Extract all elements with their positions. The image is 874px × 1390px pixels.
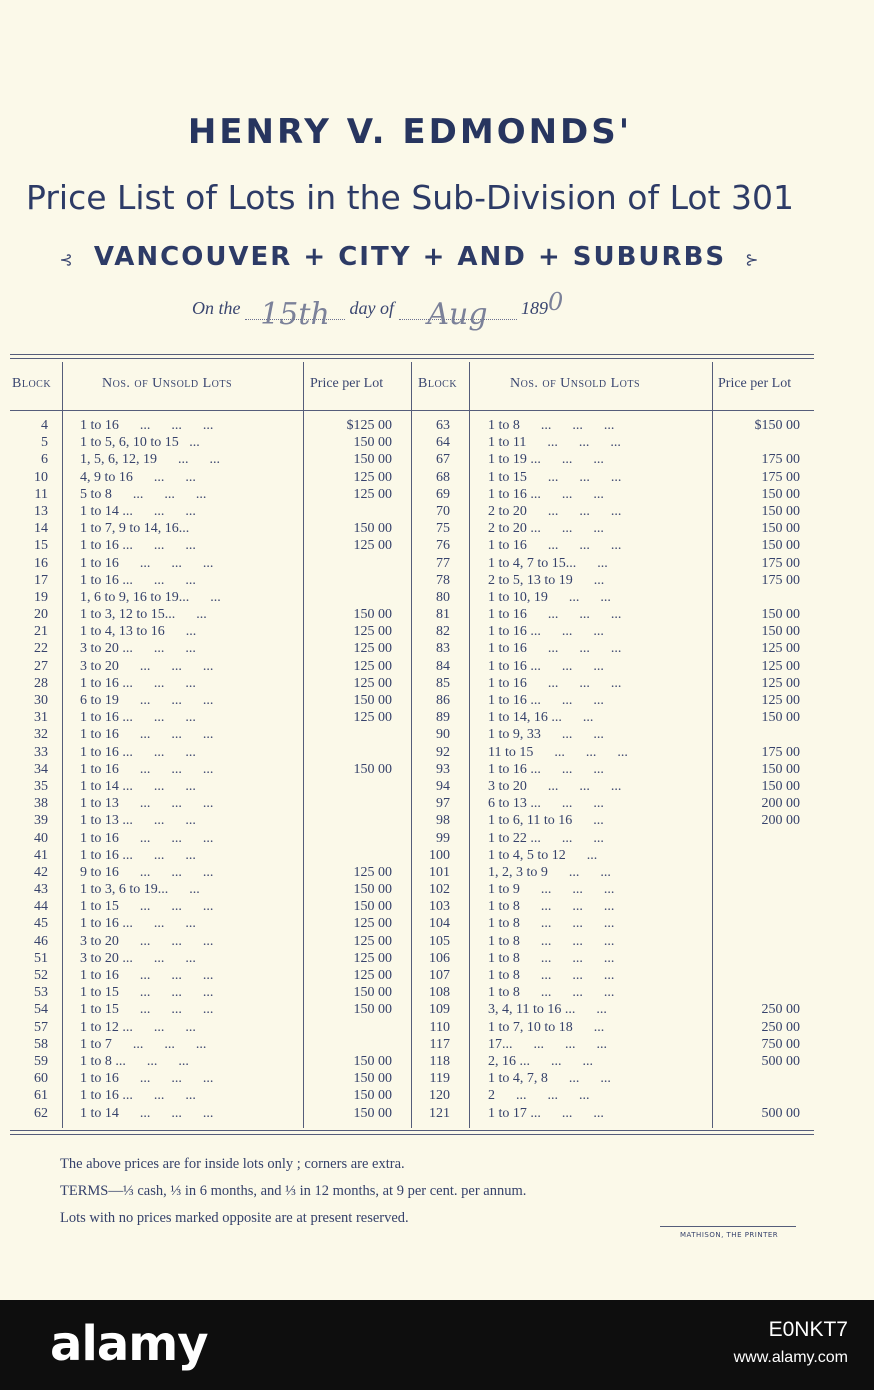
price-per-lot: 125 00 [353, 641, 392, 657]
table-row [0, 1054, 874, 1071]
block-number: 44 [34, 899, 48, 915]
price-per-lot: 150 00 [761, 486, 800, 502]
block-number: 121 [429, 1105, 450, 1121]
unsold-lots: 3 to 20 ... ... ... [80, 933, 214, 949]
unsold-lots: 6 to 13 ... ... ... [488, 796, 604, 812]
unsold-lots: 2 to 20 ... ... ... [488, 521, 604, 537]
block-number: 59 [34, 1053, 48, 1069]
price-per-lot: $150 00 [754, 418, 800, 433]
table-row [0, 607, 874, 624]
watermark-site: www.alamy.com [733, 1349, 848, 1366]
block-number: 117 [429, 1036, 450, 1052]
block-number: 10 [34, 469, 48, 485]
table-row [0, 934, 874, 951]
unsold-lots: 1, 2, 3 to 9 ... ... [488, 864, 611, 880]
block-number: 118 [429, 1053, 450, 1069]
price-per-lot: 250 00 [761, 1019, 800, 1035]
unsold-lots: 1 to 16 ... ... ... [488, 658, 604, 674]
block-number: 82 [436, 624, 450, 640]
block-number: 83 [436, 641, 450, 657]
date-year: 189 [521, 298, 548, 318]
table-row [0, 487, 874, 504]
block-number: 70 [436, 503, 450, 519]
price-table-body [0, 418, 874, 1123]
block-number: 103 [429, 899, 450, 915]
unsold-lots: 1 to 16 ... ... ... [488, 641, 622, 657]
block-number: 58 [34, 1036, 48, 1052]
block-number: 17 [34, 572, 48, 588]
block-number: 19 [34, 589, 48, 605]
header-rule [62, 410, 814, 411]
header-block-1: Block [12, 376, 52, 391]
header-lots-1: Nos. of Unsold Lots [102, 376, 233, 391]
block-number: 28 [34, 675, 48, 691]
unsold-lots: 3 to 20 ... ... ... [488, 778, 622, 794]
block-number: 86 [436, 693, 450, 708]
unsold-lots: 17... ... ... ... [488, 1036, 607, 1052]
table-row [0, 624, 874, 641]
price-per-lot: 150 00 [761, 778, 800, 794]
price-per-lot: 125 00 [761, 693, 800, 708]
block-number: 20 [34, 607, 48, 623]
footer-terms: TERMS—⅓ cash, ⅓ in 6 months, and ⅓ in 12 months, at 9 per cent. per annum. [60, 1183, 527, 1199]
unsold-lots: 1 to 16 ... ... ... [488, 486, 604, 502]
unsold-lots: 1 to 16 ... ... ... [80, 572, 196, 588]
unsold-lots: 1 to 3, 6 to 19... ... [80, 882, 200, 898]
block-number: 105 [429, 933, 450, 949]
price-per-lot: 150 00 [761, 538, 800, 554]
unsold-lots: 1 to 8 ... ... ... [80, 1053, 189, 1069]
unsold-lots: 1 to 15 ... ... ... [80, 985, 214, 1001]
block-number: 42 [34, 864, 48, 880]
block-number: 16 [34, 555, 48, 571]
table-row [0, 659, 874, 676]
price-per-lot: 250 00 [761, 1002, 800, 1018]
block-number: 30 [34, 693, 48, 708]
unsold-lots: 1 to 4, 7, 8 ... ... [488, 1071, 611, 1087]
unsold-lots: 1 to 8 ... ... ... [488, 985, 615, 1001]
block-number: 67 [436, 452, 450, 468]
unsold-lots: 1 to 16 ... ... ... [80, 555, 214, 571]
block-number: 84 [436, 658, 450, 674]
table-row [0, 556, 874, 573]
location-heading [0, 242, 820, 272]
table-row [0, 693, 874, 710]
price-per-lot: 175 00 [761, 572, 800, 588]
price-per-lot: 125 00 [761, 675, 800, 691]
price-per-lot: 125 00 [761, 658, 800, 674]
block-number: 38 [34, 796, 48, 812]
header-rule-left [10, 410, 62, 411]
block-number: 62 [34, 1105, 48, 1121]
price-per-lot: 150 00 [761, 624, 800, 640]
price-per-lot: 500 00 [761, 1105, 800, 1121]
unsold-lots: 1 to 13 ... ... ... [80, 813, 196, 829]
block-number: 6 [41, 452, 48, 468]
block-number: 32 [34, 727, 48, 743]
block-number: 5 [41, 435, 48, 451]
unsold-lots: 1 to 16 ... ... ... [80, 847, 196, 863]
table-row [0, 676, 874, 693]
date-prefix: On the [192, 298, 241, 318]
unsold-lots: 1 to 19 ... ... ... [488, 452, 604, 468]
date-year-handwritten: 0 [548, 288, 564, 316]
block-number: 64 [436, 435, 450, 451]
unsold-lots: 1 to 7 ... ... ... [80, 1036, 207, 1052]
unsold-lots: 1 to 14 ... ... ... [80, 1105, 214, 1121]
price-per-lot: 150 00 [353, 1002, 392, 1018]
block-number: 75 [436, 521, 450, 537]
unsold-lots: 1 to 9 ... ... ... [488, 882, 615, 898]
price-per-lot: 125 00 [353, 916, 392, 932]
unsold-lots: 1 to 15 ... ... ... [80, 1002, 214, 1018]
unsold-lots: 1 to 16 ... ... ... [80, 727, 214, 743]
price-per-lot: 125 00 [353, 486, 392, 502]
unsold-lots: 1 to 16 ... ... ... [80, 744, 196, 760]
unsold-lots: 1 to 16 ... ... ... [80, 1071, 214, 1087]
price-per-lot: 125 00 [353, 624, 392, 640]
price-per-lot: 125 00 [353, 710, 392, 726]
unsold-lots: 1 to 16 ... ... ... [80, 916, 196, 932]
unsold-lots: 1 to 8 ... ... ... [488, 968, 615, 983]
block-number: 61 [34, 1088, 48, 1104]
unsold-lots: 2 ... ... ... [488, 1088, 590, 1104]
block-number: 120 [429, 1088, 450, 1104]
price-per-lot: 125 00 [353, 538, 392, 554]
date-day-blank [245, 297, 345, 332]
unsold-lots: 1 to 3, 12 to 15... ... [80, 607, 207, 623]
unsold-lots: 1 to 4, 5 to 12 ... [488, 847, 598, 863]
unsold-lots: 1 to 16 ... ... ... [80, 830, 214, 846]
table-row [0, 641, 874, 658]
table-row [0, 1071, 874, 1088]
block-number: 81 [436, 607, 450, 623]
block-number: 63 [436, 418, 450, 433]
block-number: 108 [429, 985, 450, 1001]
block-number: 99 [436, 830, 450, 846]
price-per-lot: 175 00 [761, 452, 800, 468]
unsold-lots: 3 to 20 ... ... ... [80, 641, 196, 657]
unsold-lots: 1 to 5, 6, 10 to 15 ... [80, 435, 200, 451]
unsold-lots: 1 to 16 ... ... ... [80, 710, 196, 726]
unsold-lots: 11 to 15 ... ... ... [488, 744, 628, 760]
table-row [0, 1002, 874, 1019]
table-row [0, 452, 874, 469]
unsold-lots: 1 to 8 ... ... ... [488, 950, 615, 966]
unsold-lots: 4, 9 to 16 ... ... [80, 469, 196, 485]
printer-rule [660, 1226, 796, 1227]
watermark-image-id: E0NKT7 [768, 1318, 848, 1341]
table-row [0, 590, 874, 607]
table-row [0, 779, 874, 796]
price-per-lot: 150 00 [353, 761, 392, 777]
price-per-lot: 150 00 [761, 521, 800, 537]
block-number: 46 [34, 933, 48, 949]
block-number: 119 [429, 1071, 450, 1087]
price-per-lot: 150 00 [353, 1105, 392, 1121]
block-number: 40 [34, 830, 48, 846]
block-number: 80 [436, 589, 450, 605]
block-number: 57 [34, 1019, 48, 1035]
unsold-lots: 1 to 16 ... ... ... [488, 607, 622, 623]
header-price-2: Price per Lot [718, 376, 792, 391]
unsold-lots: 1 to 14, 16 ... ... [488, 710, 594, 726]
price-per-lot: 500 00 [761, 1053, 800, 1069]
unsold-lots: 3 to 20 ... ... ... [80, 950, 196, 966]
block-number: 90 [436, 727, 450, 743]
price-per-lot: 125 00 [353, 658, 392, 674]
watermark-logo: alamy [50, 1316, 208, 1372]
unsold-lots: 1 to 4, 13 to 16 ... [80, 624, 197, 640]
unsold-lots: 3 to 20 ... ... ... [80, 658, 214, 674]
unsold-lots: 2, 16 ... ... ... [488, 1053, 593, 1069]
ornament-left-icon: ⊰ [59, 250, 75, 269]
block-number: 89 [436, 710, 450, 726]
block-number: 68 [436, 469, 450, 485]
block-number: 98 [436, 813, 450, 829]
block-number: 21 [34, 624, 48, 640]
table-row [0, 762, 874, 779]
price-per-lot: 150 00 [353, 899, 392, 915]
price-per-lot: 200 00 [761, 813, 800, 829]
unsold-lots: 1 to 16 ... ... ... [80, 418, 214, 433]
price-per-lot: $125 00 [346, 418, 392, 433]
price-per-lot: 175 00 [761, 555, 800, 571]
table-row [0, 504, 874, 521]
price-per-lot: 175 00 [761, 469, 800, 485]
block-number: 104 [429, 916, 450, 932]
unsold-lots: 1 to 8 ... ... ... [488, 933, 615, 949]
unsold-lots: 3, 4, 11 to 16 ... ... [488, 1002, 607, 1018]
table-row [0, 882, 874, 899]
block-number: 78 [436, 572, 450, 588]
date-month-handwritten: Aug [427, 297, 488, 332]
block-number: 43 [34, 882, 48, 898]
block-number: 33 [34, 744, 48, 760]
table-row [0, 1037, 874, 1054]
unsold-lots: 9 to 16 ... ... ... [80, 864, 214, 880]
table-rule-bottom-double [10, 1134, 814, 1135]
unsold-lots: 1 to 16 ... ... ... [80, 1088, 196, 1104]
table-rule-bottom [10, 1130, 814, 1131]
block-number: 54 [34, 1002, 48, 1018]
unsold-lots: 5 to 8 ... ... ... [80, 486, 207, 502]
unsold-lots: 1 to 17 ... ... ... [488, 1105, 604, 1121]
unsold-lots: 1 to 11 ... ... ... [488, 435, 621, 451]
date-mid: day of [349, 298, 394, 318]
unsold-lots: 1 to 16 ... ... ... [488, 675, 622, 691]
block-number: 41 [34, 847, 48, 863]
price-per-lot: 125 00 [353, 950, 392, 966]
date-day-handwritten: 15th [260, 297, 330, 332]
unsold-lots: 1 to 8 ... ... ... [488, 899, 615, 915]
block-number: 31 [34, 710, 48, 726]
header-price-1: Price per Lot [310, 376, 384, 391]
unsold-lots: 1 to 16 ... ... ... [80, 538, 196, 554]
table-row [0, 985, 874, 1002]
price-per-lot: 150 00 [353, 1088, 392, 1104]
price-per-lot: 125 00 [353, 933, 392, 949]
table-rule-top [10, 354, 814, 355]
price-per-lot: 150 00 [761, 761, 800, 777]
block-number: 15 [34, 538, 48, 554]
block-number: 107 [429, 968, 450, 983]
unsold-lots: 1 to 16 ... ... ... [488, 538, 622, 554]
block-number: 35 [34, 778, 48, 794]
block-number: 76 [436, 538, 450, 554]
table-row [0, 968, 874, 985]
block-number: 85 [436, 675, 450, 691]
price-per-lot: 150 00 [353, 882, 392, 898]
unsold-lots: 1 to 10, 19 ... ... [488, 589, 611, 605]
block-number: 34 [34, 761, 48, 777]
price-per-lot: 200 00 [761, 796, 800, 812]
unsold-lots: 1 to 22 ... ... ... [488, 830, 604, 846]
block-number: 97 [436, 796, 450, 812]
price-per-lot: 150 00 [353, 1053, 392, 1069]
unsold-lots: 1 to 8 ... ... ... [488, 916, 615, 932]
price-per-lot: 125 00 [761, 641, 800, 657]
table-row [0, 813, 874, 830]
unsold-lots: 1, 6 to 9, 16 to 19... ... [80, 589, 221, 605]
table-row [0, 418, 874, 435]
unsold-lots: 1 to 15 ... ... ... [488, 469, 622, 485]
block-number: 52 [34, 968, 48, 983]
block-number: 94 [436, 778, 450, 794]
block-number: 27 [34, 658, 48, 674]
unsold-lots: 2 to 5, 13 to 19 ... [488, 572, 605, 588]
company-title: HENRY V. EDMONDS' [187, 112, 633, 152]
table-row [0, 1088, 874, 1105]
date-line [192, 288, 564, 332]
block-number: 101 [429, 864, 450, 880]
header-block-2: Block [418, 376, 458, 391]
block-number: 110 [429, 1019, 450, 1035]
price-per-lot: 150 00 [353, 521, 392, 537]
unsold-lots: 2 to 20 ... ... ... [488, 503, 622, 519]
unsold-lots: 1 to 14 ... ... ... [80, 778, 196, 794]
location-text: VANCOUVER + CITY + AND + SUBURBS [93, 242, 727, 272]
unsold-lots: 1 to 16 ... ... ... [488, 761, 604, 777]
price-per-lot: 150 00 [353, 693, 392, 708]
price-per-lot: 750 00 [761, 1036, 800, 1052]
printer-credit: MATHISON, THE PRINTER [680, 1231, 779, 1239]
price-per-lot: 125 00 [353, 968, 392, 983]
table-row [0, 865, 874, 882]
price-per-lot: 125 00 [353, 864, 392, 880]
unsold-lots: 1 to 8 ... ... ... [488, 418, 615, 433]
table-row [0, 1106, 874, 1123]
table-row [0, 951, 874, 968]
unsold-lots: 1 to 6, 11 to 16 ... [488, 813, 604, 829]
block-number: 51 [34, 950, 48, 966]
price-per-lot: 150 00 [353, 985, 392, 1001]
unsold-lots: 1 to 16 ... ... ... [488, 693, 604, 708]
price-per-lot: 150 00 [353, 1071, 392, 1087]
price-per-lot: 150 00 [761, 710, 800, 726]
unsold-lots: 1 to 15 ... ... ... [80, 899, 214, 915]
unsold-lots: 1, 5, 6, 12, 19 ... ... [80, 452, 220, 468]
table-row [0, 796, 874, 813]
table-row [0, 848, 874, 865]
price-per-lot: 175 00 [761, 744, 800, 760]
table-row [0, 745, 874, 762]
price-per-lot: 125 00 [353, 469, 392, 485]
block-number: 45 [34, 916, 48, 932]
table-row [0, 1020, 874, 1037]
unsold-lots: 1 to 16 ... ... ... [488, 624, 604, 640]
block-number: 93 [436, 761, 450, 777]
block-number: 39 [34, 813, 48, 829]
price-per-lot: 150 00 [353, 452, 392, 468]
price-per-lot: 125 00 [353, 675, 392, 691]
table-row [0, 573, 874, 590]
block-number: 106 [429, 950, 450, 966]
date-month-blank [399, 297, 517, 332]
table-row [0, 470, 874, 487]
unsold-lots: 1 to 13 ... ... ... [80, 796, 214, 812]
price-per-lot: 150 00 [353, 435, 392, 451]
unsold-lots: 6 to 19 ... ... ... [80, 693, 214, 708]
table-row [0, 916, 874, 933]
price-per-lot: 150 00 [761, 607, 800, 623]
table-row [0, 727, 874, 744]
block-number: 77 [436, 555, 450, 571]
table-row [0, 831, 874, 848]
block-number: 69 [436, 486, 450, 502]
price-per-lot: 150 00 [761, 503, 800, 519]
table-row [0, 538, 874, 555]
unsold-lots: 1 to 14 ... ... ... [80, 503, 196, 519]
unsold-lots: 1 to 16 ... ... ... [80, 761, 214, 777]
table-rule-top-double [10, 358, 814, 359]
unsold-lots: 1 to 7, 9 to 14, 16... [80, 521, 190, 537]
unsold-lots: 1 to 7, 10 to 18 ... [488, 1019, 605, 1035]
block-number: 14 [34, 521, 48, 537]
header-lots-2: Nos. of Unsold Lots [510, 376, 641, 391]
price-per-lot: 150 00 [353, 607, 392, 623]
ornament-right-icon: ⊱ [745, 250, 761, 269]
block-number: 4 [41, 418, 48, 433]
block-number: 11 [34, 486, 48, 502]
unsold-lots: 1 to 16 ... ... ... [80, 675, 196, 691]
table-row [0, 899, 874, 916]
watermark-id-block [734, 1316, 848, 1372]
unsold-lots: 1 to 4, 7 to 15... ... [488, 555, 608, 571]
table-row [0, 521, 874, 538]
block-number: 102 [429, 882, 450, 898]
block-number: 13 [34, 503, 48, 519]
table-row [0, 435, 874, 452]
block-number: 100 [429, 847, 450, 863]
block-number: 53 [34, 985, 48, 1001]
footer-note-corners: The above prices are for inside lots only ; corners are extra. [60, 1156, 405, 1172]
unsold-lots: 1 to 9, 33 ... ... [488, 727, 604, 743]
unsold-lots: 1 to 16 ... ... ... [80, 968, 214, 983]
footer-reserved: Lots with no prices marked opposite are at present reserved. [60, 1210, 409, 1226]
block-number: 60 [34, 1071, 48, 1087]
block-number: 109 [429, 1002, 450, 1018]
block-number: 22 [34, 641, 48, 657]
table-row [0, 710, 874, 727]
unsold-lots: 1 to 12 ... ... ... [80, 1019, 196, 1035]
block-number: 92 [436, 744, 450, 760]
price-list-subtitle: Price List of Lots in the Sub-Division of Lot 301 [26, 178, 794, 217]
